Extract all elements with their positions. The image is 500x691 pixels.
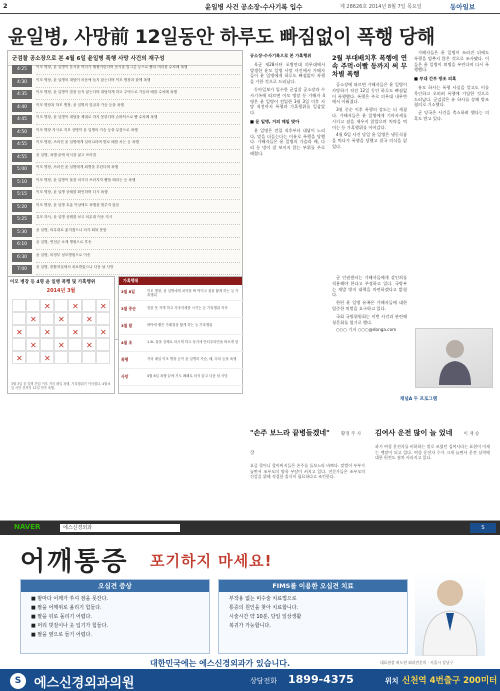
timeline-row — [12, 115, 240, 125]
article-paragraph: 가해자들은 윤 일병이 쓰러진 뒤에도 폭행을 멈추지 않은 것으로 조사됐다. 이들은 윤 일병이 꾀병을 부린다며 다시 폭행했다. — [414, 50, 489, 73]
calendar-day — [82, 312, 96, 325]
timeline-event: 이모 병장, 윤 일병이 물을 마시다 쓰러지자 뺨을 때리는 등 폭행 — [36, 177, 136, 182]
timeline-row — [12, 165, 240, 175]
page-header — [0, 0, 500, 14]
timeline-time: 4:50 — [12, 128, 32, 137]
calendar-day — [96, 325, 110, 338]
columns-banner: 채널A 두 프로그램 — [400, 397, 438, 402]
ad-list-item: ■ 팔을 어깨위로 올리기 힘들다. — [31, 605, 102, 611]
timeline-event: 이모 병장, 윤 일병이 말을 듣지 않는다며 대답하게 하고 주먹으로 가슴과 배를 수차례 폭행 — [36, 90, 177, 94]
section-title: 윤일병 사건 공소장-수사기록 입수 — [205, 3, 303, 11]
calendar-day — [26, 312, 40, 325]
ad-list-item: ■ 머리 빗질이나 옷 입기가 힘들다. — [31, 623, 109, 629]
abuse-date: 폭행 — [121, 357, 129, 362]
calendar-day — [12, 338, 26, 351]
timeline-time: 7:00 — [12, 265, 32, 274]
timeline-time: 6:10 — [12, 240, 32, 249]
timeline-row — [12, 178, 240, 188]
ad-list-item: ■ 팔을 옆으로 들기 어렵다. — [31, 632, 92, 638]
timeline-row — [12, 215, 240, 225]
timeline-time: 4:55 — [12, 153, 32, 162]
abuse-date: 사망 — [121, 374, 129, 379]
timeline-row — [12, 253, 240, 263]
calendar-day — [96, 312, 110, 325]
calendar-day — [54, 299, 68, 312]
ad-list-item: 복귀가 가능합니다. — [229, 623, 271, 629]
column-item-2 — [375, 420, 490, 461]
timeline-row — [12, 103, 240, 113]
abuse-table-row — [119, 355, 244, 369]
column-title: "손주 보느라 끝병들겠네" — [250, 429, 330, 437]
calendar-day — [68, 299, 82, 312]
calendar-day — [54, 338, 68, 351]
calendar-day — [12, 299, 26, 312]
calendar-day — [68, 338, 82, 351]
timeline-row — [12, 128, 240, 138]
ad-list-item: 부작용 없는 비수술 치료법으로 — [229, 596, 297, 602]
calendar-day — [54, 325, 68, 338]
timeline-row — [12, 228, 240, 238]
calendar-day — [54, 351, 68, 364]
calendar-day — [82, 351, 96, 364]
timeline-divider — [36, 112, 240, 113]
doctor-photo — [415, 571, 485, 656]
timeline-time: 5:25 — [12, 215, 32, 224]
timeline-divider — [36, 274, 240, 275]
timeline-event: 윤 일병, 연천군 소재 병원으로 후송 — [36, 240, 92, 244]
abuse-description: 1.5L 물을 강제로 마시게 하고 성기에 안티푸라민을 바르게 함 — [147, 340, 239, 344]
timeline-divider — [36, 187, 240, 188]
newspaper-logo: 동아일보 — [450, 3, 476, 11]
article-column-3 — [414, 50, 489, 320]
timeline-divider — [36, 74, 240, 75]
ad-main-headline: 어깨통증 — [20, 547, 129, 577]
calendar-day — [68, 312, 82, 325]
issue-date: 제 28626호 2014년 8월 7일 목요일 — [340, 4, 422, 10]
calendar-day — [26, 351, 40, 364]
symptom-box-title: 오십견 증상 — [21, 580, 209, 592]
timeline-time: 4:45 — [12, 115, 32, 124]
timeline-divider — [36, 237, 240, 238]
column-author: 황경 주 사장 — [250, 432, 362, 456]
abuse-table-row — [119, 287, 244, 301]
timeline-event: 이모 병장, 윤 일병이 음식을 먹다가 쩝쩝거린다며 음식물 밥그릇 등으로 뺨과 머리를 수차례 폭행 — [36, 65, 188, 69]
phone-number: 1899-4375 — [288, 673, 354, 686]
timeline-event: 이모 병장, 윤 일병의 대답이 마음에 들지 않는다며 이모 병장과 함께 폭행 — [36, 77, 151, 82]
headline: 윤일병, 사망前 12일동안 하루도 빠짐없이 폭행 당해 — [8, 26, 435, 48]
timeline-time: 5:15 — [12, 190, 32, 199]
calendar-title: 이모 병장 등 4명 윤 일병 폭행 및 가혹행위 — [10, 280, 96, 285]
column-item-1 — [250, 420, 365, 480]
timeline-event: 이모 병장 지시로 지모 상병이 윤 일병의 가슴 등을 무릎으로 폭행 — [36, 127, 138, 132]
clinic-advertisement — [0, 520, 500, 691]
timeline-divider — [36, 137, 240, 138]
calendar-month: 2014년 3월 — [46, 288, 76, 294]
article-paragraph: 동아일보가 입수한 군검찰 공소장과 수사기록에 따르면 이모 병장 등 가해자 4명은 윤 일병이 전입한 3월 3일 이후 사망 직전까지 폭행과 가혹행위를 일삼았다. — [250, 86, 325, 116]
timeline-time: 5:30 — [12, 228, 32, 237]
timeline-time: 4:25 — [12, 65, 32, 74]
abuse-table-row — [119, 372, 244, 386]
clinic-logo-icon: S — [10, 673, 26, 689]
assault-calendar — [7, 276, 115, 394]
calendar-day — [26, 299, 40, 312]
ad-list-item: ■ 밤마다 어깨가 쑤셔 잠을 못잔다. — [31, 596, 109, 602]
timeline-divider — [36, 124, 240, 125]
calendar-day — [26, 325, 40, 338]
ad-address: 대표원장 허도현 외과전문의 · 서울시 강남구 — [380, 660, 454, 665]
abuse-date: 4월 초 — [121, 340, 133, 345]
article-paragraph: 군 인권센터는 가해자들에게 살인죄를 적용해야 한다고 주장하고 있다. 국방부는 재발 방지 대책을 마련하겠다고 밝혔다. — [332, 275, 407, 298]
article-paragraph: 3월 중순 이후 폭행의 강도는 더 세졌다. 가해자들은 윤 일병에게 기마자세를 시키고 잠을 재우지 않았으며 치약을 먹이는 등 가혹행위를 이어갔다. — [332, 107, 407, 130]
abuse-date: 3월 중순 — [121, 306, 136, 311]
symptom-list — [21, 592, 209, 643]
timeline-event: 이모 병장, 쓰러진 윤 일병에게 일어나라며 발로 배를 차는 등 폭행 — [36, 140, 139, 144]
treatment-list — [219, 592, 407, 634]
article-column-1 — [250, 50, 325, 390]
calendar-day — [68, 351, 82, 364]
page-number: 2 — [3, 2, 8, 10]
article-paragraph: 육군 제28사단 포병연대 의무대에서 발생한 윤모 일병 사망 사건에서 가해자들이 윤 일병에게 하루도 빠짐없이 폭행을 가한 것으로 드러났다. — [250, 61, 325, 85]
timeline-event: 이모 병장, 윤 일병 상태를 확인하며 다시 폭행 — [36, 190, 108, 194]
timeline-row — [12, 65, 240, 75]
timeline-title: 군검찰 공소장으로 본 4월 6일 윤일병 폭행 사망 사건의 재구성 — [8, 51, 242, 66]
article-subhead: 공소장-수사기록으로 본 가혹행위 — [250, 53, 312, 58]
timeline-event: 이모 병장, 쓰러진 윤 일병에게 꾀병을 부린다며 폭행 — [36, 165, 119, 169]
timeline-time: 4:40 — [12, 103, 32, 112]
calendar-day — [12, 312, 26, 325]
timeline-divider — [36, 99, 240, 100]
calendar-day — [54, 312, 68, 325]
timeline-row — [12, 203, 240, 213]
calendar-day — [40, 299, 54, 312]
calendar-day — [40, 351, 54, 364]
timeline-event: 유모 하사, 윤 일병 상태를 보고 의무대 이송 지시 — [36, 215, 113, 219]
timeline-time: 5:00 — [12, 165, 32, 174]
timeline-event: 윤 일병, 중환자실에서 치료받았으나 다음 날 사망 — [36, 265, 114, 269]
ad-list-item: 시술시간 약 10분, 당일 일상생활 — [229, 614, 302, 620]
article-paragraph: 4월 6일 사건 당일 윤 일병은 냉동식품을 먹다가 폭행을 당했고 결국 의식을 잃었다. — [332, 132, 407, 149]
abuse-description: 바닥에 뱉은 가래침을 핥게 하는 등 가혹행위 — [147, 323, 213, 327]
timeline-divider — [36, 212, 240, 213]
timeline-divider — [36, 174, 240, 175]
abuse-description: 거의 매일 이모 병장 등이 윤 일병의 가슴, 배, 다리 등을 폭행 — [147, 357, 237, 361]
timeline-time: 4:55 — [12, 140, 32, 149]
naver-logo: NAVER — [14, 523, 41, 531]
calendar-day — [26, 338, 40, 351]
person-icon — [436, 335, 474, 385]
timeline-divider — [36, 199, 240, 200]
calendar-day — [96, 299, 110, 312]
ad-list-item: 통증의 원인을 찾아 치료합니다. — [229, 605, 299, 611]
doctor-icon — [415, 571, 485, 656]
column-title: 김여사 운전 많이 늘 었네 — [375, 429, 453, 437]
ad-sub-headline: 포기하지 마세요! — [150, 552, 273, 570]
calendar-day — [82, 299, 96, 312]
calendar-day — [82, 338, 96, 351]
article-paragraph: 한편 윤 일병 유족은 가해자들에 대한 엄중한 처벌을 요구하고 있다. — [332, 300, 407, 311]
timeline-row — [12, 190, 240, 200]
article-paragraph: 공소장에 따르면 가해자들은 윤 일병이 사망하기 직전 12일 동안 하루도 빠짐없이 폭행했다. 폭행은 주로 의무대 내무반에서 이뤄졌다. — [332, 82, 407, 105]
abuse-description: 4월 6일 폭행 끝에 기도 폐쇄로 의식 잃고 다음 날 사망 — [147, 374, 228, 378]
article-paragraph: 유모 하사는 폭행 사실을 알고도 이를 묵인하고 오히려 폭행에 가담한 것으로 드러났다. 군검찰은 유 하사를 상해 방조 혐의로 기소했다. — [414, 84, 489, 108]
calendar-day — [40, 312, 54, 325]
timeline-time: 5:20 — [12, 203, 32, 212]
column-body: 과거 여성 운전자를 비하하는 말로 쓰였던 김여사라는 표현이 이제는 옛말이 되고 있다. 여성 운전자 수가 크게 늘면서 운전 실력에 대한 편견도 점차 사라지고 있다. — [375, 444, 490, 460]
clinic-name: 에스신경외과의원 — [34, 676, 135, 691]
article-subhead: ■ 부대 간부 방조 의혹 — [414, 76, 457, 82]
timeline-row — [12, 265, 240, 275]
ad-list-item: ■ 팔을 뒤로 돌리기 어렵다. — [31, 614, 92, 620]
timeline-time: 4:30 — [12, 78, 32, 87]
column-author: 이 재 승 — [463, 432, 480, 437]
abuse-table-row — [119, 321, 244, 335]
article-column-4 — [332, 275, 407, 385]
timeline-divider — [36, 162, 240, 163]
calendar-day — [12, 351, 26, 364]
calendar-day — [68, 325, 82, 338]
abuse-description: 이모 병장, 윤 일병에게 치약을 짜 먹이고 침을 핥게 하는 등 가혹행위 — [147, 289, 239, 298]
ad-contact-bar — [0, 669, 500, 691]
timeline-divider — [36, 262, 240, 263]
calendar-day — [40, 325, 54, 338]
abuse-table-row — [119, 338, 244, 352]
timeline-row — [12, 140, 240, 150]
timeline-event: 이모 병장, 윤 일병 호흡 이상에도 폭행을 멈추지 않음 — [36, 202, 120, 207]
opinion-columns — [250, 392, 493, 510]
calendar-day — [96, 338, 110, 351]
abuse-table-row — [119, 304, 244, 318]
column-body: 요즘 할머니 할아버지들은 손주를 돌보느라 바쁘다. 맞벌이 부부가 늘면서 조부모의 양육 부담이 커지고 있다. 전문가들은 조부모의 건강을 위해 적절한 휴식이 필요하다고 조언한다. — [250, 463, 365, 479]
timeline-row — [12, 153, 240, 163]
article-paragraph: ○○○ 기자 ○○○@donga.com — [336, 327, 397, 333]
timeline-time: 4:35 — [12, 90, 32, 99]
timeline-row — [12, 90, 240, 100]
abuse-description: 잠을 못 자게 하고 기마자세를 시키는 등 가혹행위 지속 — [147, 306, 228, 310]
article-paragraph: 국회 국방위원회는 이번 사건과 관련해 청문회를 열기로 했다. — [332, 313, 407, 325]
timeline-divider — [36, 149, 240, 150]
article-subhead: 2월 부대배치후 폭행에 연속 주먹·이빨 등까지 써 무차별 폭행 — [332, 54, 407, 78]
timeline-divider — [36, 249, 240, 250]
timeline-time: 5:10 — [12, 178, 32, 187]
calendar-day — [96, 351, 110, 364]
timeline-event: 이모 병장, 윤 일병이 대답을 제대로 하지 못한다며 손바닥으로 뺨 수차례 폭행 — [36, 115, 158, 119]
treatment-box-title: FIMS를 이용한 오십견 치료 — [219, 580, 407, 592]
timeline-event: 이모 병장과 하모 병장, 윤 일병의 얼굴과 가슴 등을 폭행 — [36, 102, 124, 107]
article-paragraph: 군 당국은 사건을 축소하려 했다는 의혹도 받고 있다. — [414, 110, 489, 121]
calendar-day — [12, 325, 26, 338]
ad-search-input: 에스신경외과 — [60, 524, 180, 532]
timeline-event: 윤 일병, 폭행 끝에 의식을 잃고 쓰러짐 — [36, 152, 97, 157]
timeline-time: 6:30 — [12, 253, 32, 262]
ad-search-bar — [0, 521, 500, 535]
abuse-date: 3월 말 — [121, 323, 133, 328]
symptom-box — [20, 579, 210, 654]
timeline-row — [12, 240, 240, 250]
calendar-day — [40, 338, 54, 351]
clinic-brand-icon: S — [470, 523, 496, 533]
phone-label: 상담전화 — [250, 677, 278, 685]
timeline-event: 윤 일병, 의무대로 옮겨졌으나 의식 회복 못함 — [36, 227, 107, 232]
calendar-note: 3월 3일 윤 일병 전입 이후 거의 매일 폭행, 가혹행위가 이어졌다. 4월 6일 사망 전까지 12일 연속 폭행. — [11, 382, 111, 390]
calendar-day — [82, 325, 96, 338]
timeline-divider — [36, 87, 240, 88]
timeline-divider — [36, 224, 240, 225]
timeline-row — [12, 78, 240, 88]
abuse-table-header: 가혹행위 — [119, 277, 242, 285]
abuse-table — [118, 276, 243, 394]
timeline-event: 윤 일병, 의정부 성모병원으로 이송 — [36, 252, 91, 257]
abuse-date: 3월 8일 — [121, 289, 135, 294]
reporter-photo — [415, 328, 493, 388]
ad-slogan: 대한민국에는 에스신경외과가 있습니다. — [150, 659, 290, 668]
treatment-box — [218, 579, 408, 654]
location-text: 신천역 4번출구 200미터 — [402, 676, 498, 686]
article-subhead: ■ 윤 일병, 거의 매일 맞아 — [250, 118, 300, 124]
article-paragraph: 윤 일병은 전입 직후부터 대답이 느리다, 말을 더듬는다는 이유로 폭행을 당했다. 가해자들은 윤 일병의 가슴과 배, 다리 등 멍이 잘 보이지 않는 부위를 주로 때렸다. — [250, 127, 325, 156]
location-label: 위치 — [385, 677, 399, 685]
